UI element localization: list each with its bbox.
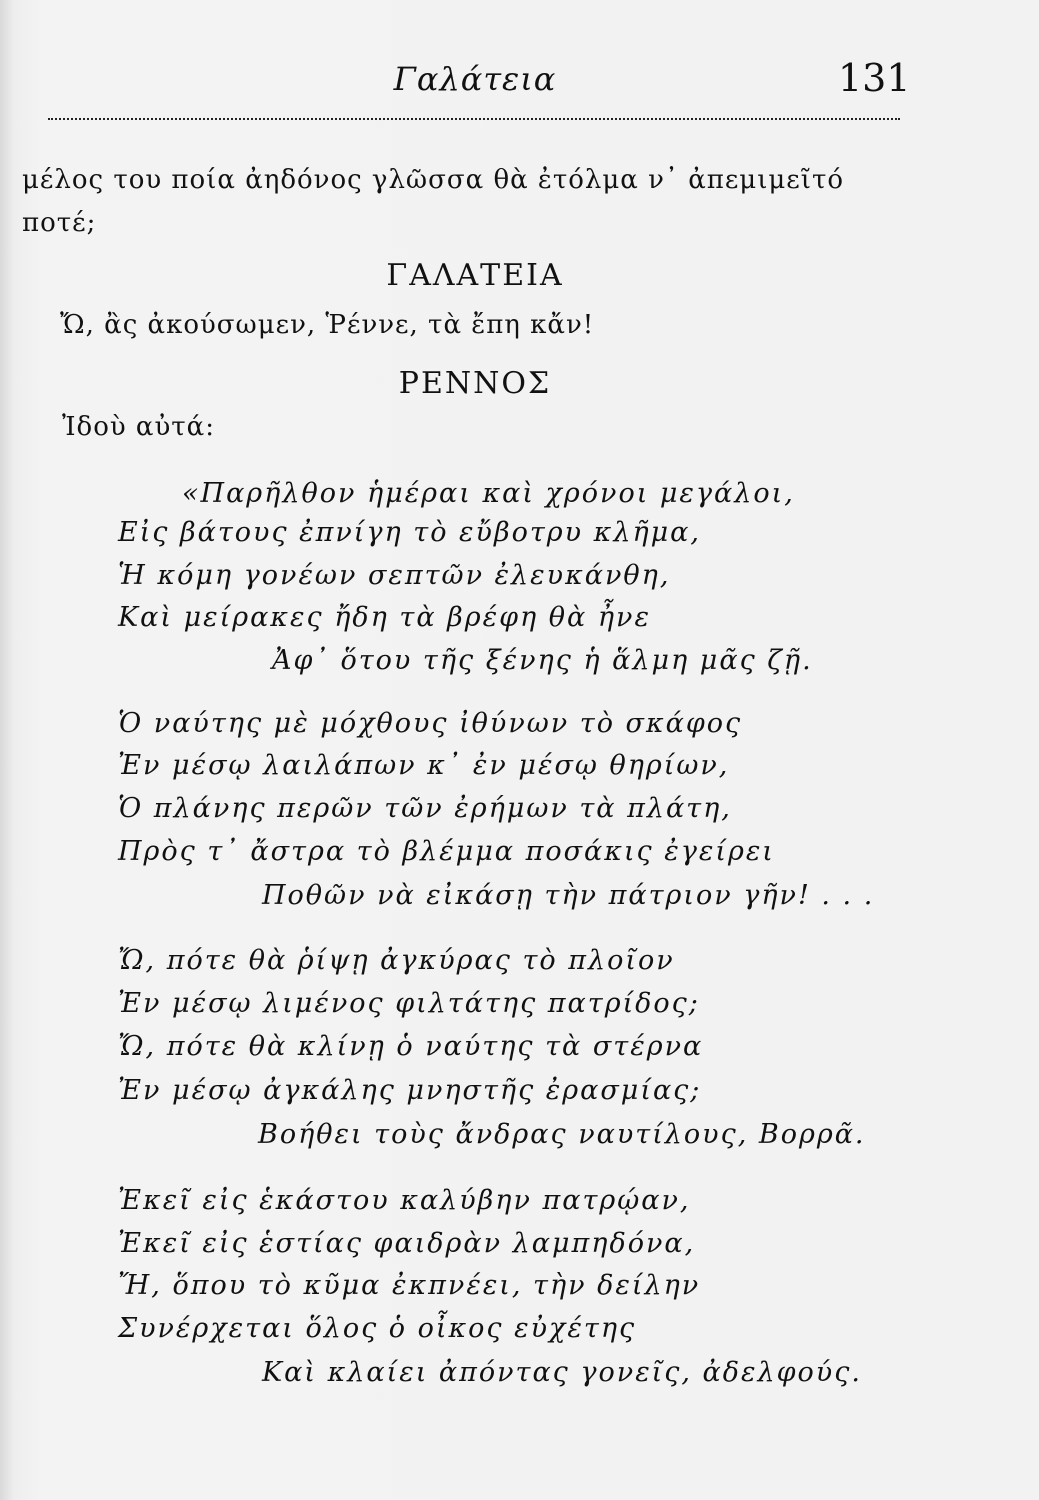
verse-line: Ἤ, ὅπου τὸ κῦμα ἐκπνέει, τὴν δείλην	[118, 1270, 701, 1301]
verse-line: «Παρῆλθον ἡμέραι καὶ χρόνοι μεγάλοι,	[182, 478, 795, 509]
speaker-rennos: ΡΕΝΝΟΣ	[398, 366, 552, 401]
rennos-line: Ἰδοὺ αὐτά:	[62, 412, 215, 442]
verse-line: Εἰς βάτους ἐπνίγη τὸ εὔβοτρυ κλῆμα,	[118, 517, 701, 548]
verse-line: Συνέρχεται ὅλος ὁ οἶκος εὐχέτης	[118, 1313, 637, 1344]
verse-line: Ἐν μέσῳ ἀγκάλης μνηστῆς ἐρασμίας;	[118, 1075, 702, 1106]
verse-line: Ἐν μέσῳ λιμένος φιλτάτης πατρίδος;	[118, 988, 700, 1019]
page-number: 131	[838, 56, 911, 100]
prose-line-1: μέλος του ποία ἀηδόνος γλῶσσα θὰ ἐτόλμα ν᾽ ἀπεμιμεῖτό	[22, 165, 844, 195]
verse-line: Πρὸς τ᾽ ἄστρα τὸ βλέμμα ποσάκις ἐγείρει	[118, 836, 775, 867]
verse-line: Ἐν μέσῳ λαιλάπων κ᾽ ἐν μέσῳ θηρίων,	[118, 750, 730, 781]
verse-line: Ἐκεῖ εἰς ἑκάστου καλύβην πατρῴαν,	[118, 1185, 691, 1216]
speaker-galateia: ΓΑΛΑΤΕΙΑ	[386, 258, 564, 293]
verse-line: Ἀφ᾽ ὅτου τῆς ξένης ἡ ἅλμη μᾶς ζῇ.	[272, 645, 813, 676]
verse-line: Ὁ ναύτης μὲ μόχθους ἰθύνων τὸ σκάφος	[118, 708, 743, 739]
verse-line: Ὤ, πότε θὰ κλίνῃ ὁ ναύτης τὰ στέρνα	[118, 1031, 704, 1062]
verse-line: Καὶ μείρακες ἤδη τὰ βρέφη θὰ ἦνε	[118, 602, 651, 633]
verse-line: Ὤ, πότε θὰ ῥίψῃ ἀγκύρας τὸ πλοῖον	[118, 945, 675, 976]
verse-line: Βοήθει τοὺς ἄνδρας ναυτίλους, Βορρᾶ.	[258, 1119, 866, 1150]
header-rule	[48, 118, 900, 120]
verse-line: Καὶ κλαίει ἀπόντας γονεῖς, ἀδελφούς.	[262, 1357, 862, 1388]
running-header-title: Γαλάτεια	[393, 60, 557, 98]
verse-line: Ποθῶν νὰ εἰκάσῃ τὴν πάτριον γῆν! . . .	[262, 880, 875, 911]
verse-line: Ὁ πλάνης περῶν τῶν ἐρήμων τὰ πλάτη,	[118, 793, 732, 824]
verse-line: Ἐκεῖ εἰς ἑστίας φαιδρὰν λαμπηδόνα,	[118, 1228, 696, 1259]
verse-line: Ἡ κόμη γονέων σεπτῶν ἐλευκάνθη,	[118, 560, 671, 591]
prose-line-2: ποτέ;	[22, 208, 97, 238]
galateia-line: Ὤ, ἂς ἀκούσωμεν, Ῥέννε, τὰ ἔπη κἄν!	[60, 310, 595, 340]
